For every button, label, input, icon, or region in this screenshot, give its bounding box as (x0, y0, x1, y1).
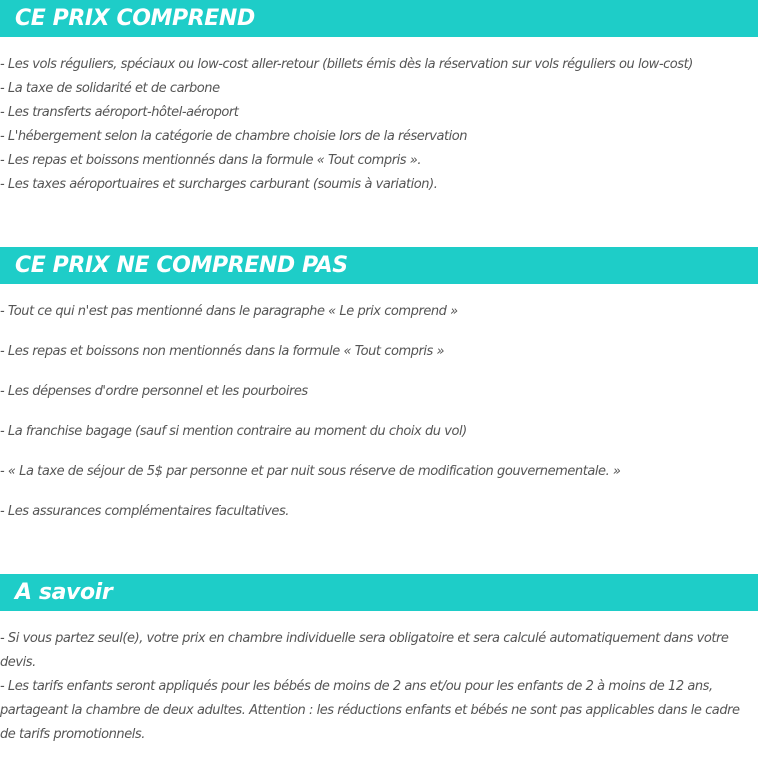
note-paragraph: - Les tarifs enfants seront appliqués pour les bébés de moins de 2 ans et/ou pour les enfants de 2 à moins de 12 ans, partageant la chambre de deux adultes. Attention : les réductions enfants et bébés ne sont pas applicables dans le cadre de tarifs promotionnels. (0, 679, 740, 742)
list-item: - Les assurances complémentaires facultatives. (0, 504, 289, 519)
section-heading-price-includes: CE PRIX COMPREND (0, 0, 758, 37)
price-includes-list (0, 53, 752, 197)
list-item: - L'hébergement selon la catégorie de chambre choisie lors de la réservation (0, 129, 468, 144)
list-item: - Les dépenses d'ordre personnel et les pourboires (0, 384, 308, 399)
section-heading-good-to-know: A savoir (0, 574, 758, 611)
list-item: - Les transferts aéroport-hôtel-aéroport (0, 105, 239, 120)
list-item: - « La taxe de séjour de 5$ par personne et par nuit sous réserve de modification gouvernementale. » (0, 464, 621, 479)
list-item: - Les repas et boissons non mentionnés dans la formule « Tout compris » (0, 344, 445, 359)
list-item: - La taxe de solidarité et de carbone (0, 81, 220, 96)
list-item: - Tout ce qui n'est pas mentionné dans le paragraphe « Le prix comprend » (0, 304, 458, 319)
list-item: - Les vols réguliers, spéciaux ou low-cost aller-retour (billets émis dès la réservation sur vols réguliers ou low-cost) (0, 57, 693, 72)
list-item: - Les taxes aéroportuaires et surcharges carburant (soumis à variation). (0, 177, 438, 192)
list-item: - Les repas et boissons mentionnés dans la formule « Tout compris ». (0, 153, 422, 168)
good-to-know-notes (0, 627, 752, 747)
note-paragraph: - Si vous partez seul(e), votre prix en chambre individuelle sera obligatoire et sera calculé automatiquement dans votre devis. (0, 631, 729, 670)
list-item: - La franchise bagage (sauf si mention contraire au moment du choix du vol) (0, 424, 467, 439)
price-excludes-list (0, 300, 752, 540)
section-heading-price-excludes: CE PRIX NE COMPREND PAS (0, 247, 758, 284)
